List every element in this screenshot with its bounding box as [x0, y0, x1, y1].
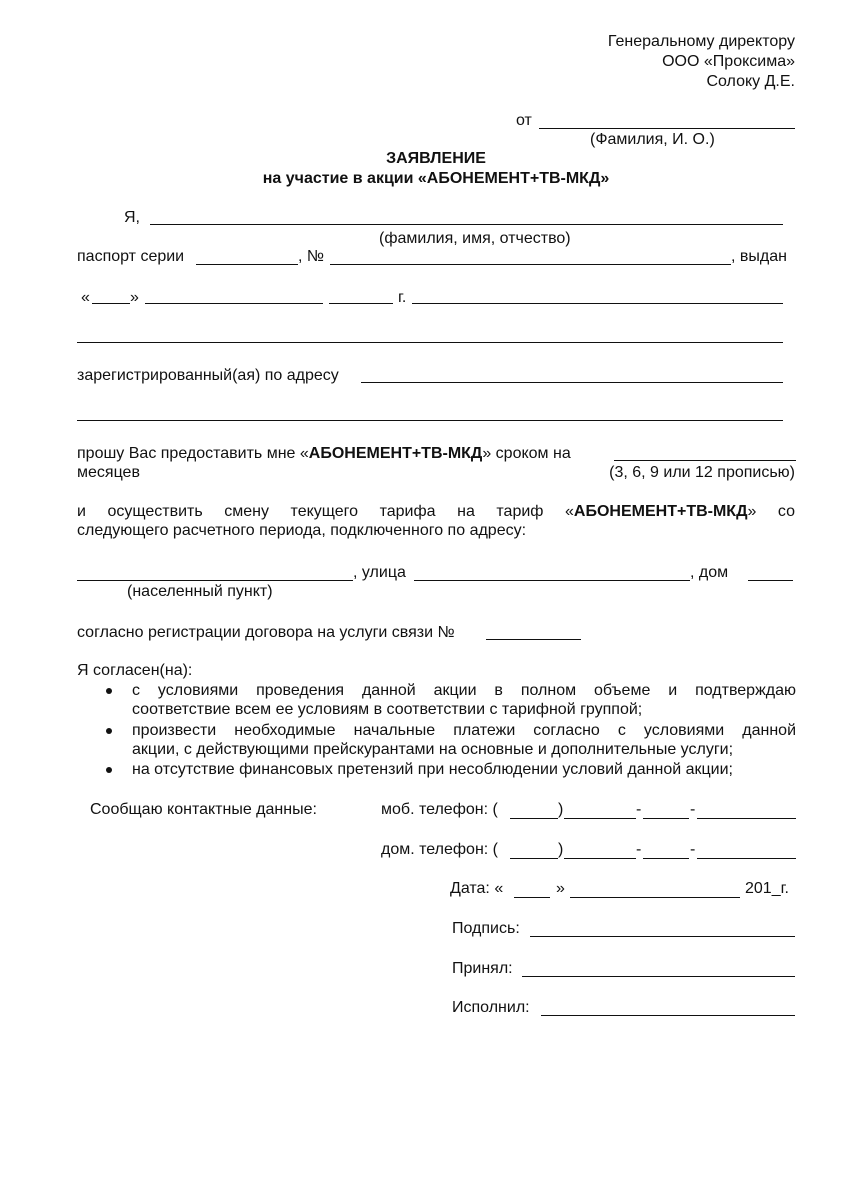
- agreement-item-2-line-2: акции, с действующими прейскурантами на основные и дополнительные услуги;: [132, 741, 734, 758]
- home-paren-close: ): [558, 841, 564, 858]
- full-name-field[interactable]: [150, 224, 783, 225]
- signature-label: Подпись:: [452, 920, 520, 937]
- issue-year-suffix: г.: [398, 289, 407, 306]
- mobile-area-code-field[interactable]: [510, 818, 558, 819]
- request-part2: » сроком на: [482, 445, 571, 462]
- street-label: , улица: [353, 564, 406, 581]
- agreement-item-2-line-1: произвести необходимые начальные платежи согласно с условиями данной: [132, 722, 796, 739]
- issue-day-quote-close: »: [130, 289, 139, 306]
- home-number-part-3-field[interactable]: [697, 858, 796, 859]
- passport-series-label: паспорт серии: [77, 248, 185, 265]
- promo-name: АБОНЕМЕНТ+ТВ-МКД: [308, 445, 483, 462]
- issue-day-field[interactable]: [92, 303, 130, 304]
- executed-by-field[interactable]: [541, 1015, 795, 1016]
- tariff-promo-name: АБОНЕМЕНТ+ТВ-МКД: [573, 503, 748, 520]
- bullet-icon: [106, 688, 112, 694]
- date-year-label: 201_г.: [745, 880, 789, 897]
- issued-label: , выдан: [731, 248, 787, 265]
- home-phone-label: дом. телефон: (: [381, 841, 498, 858]
- signature-field[interactable]: [530, 936, 795, 937]
- home-dash-1: -: [636, 841, 642, 858]
- from-name-field[interactable]: [539, 128, 795, 129]
- mobile-number-part-2-field[interactable]: [643, 818, 689, 819]
- issue-day-quote-open: «: [81, 289, 90, 306]
- home-area-code-field[interactable]: [510, 858, 558, 859]
- agreement-item-1-line-2: соответствие всем ее условиям в соответствии с тарифной группой;: [132, 701, 643, 718]
- from-hint: (Фамилия, И. О.): [590, 131, 715, 148]
- contract-number-field[interactable]: [486, 639, 581, 640]
- date-quote-close: »: [556, 880, 565, 897]
- executed-label: Исполнил:: [452, 999, 530, 1016]
- mobile-number-part-3-field[interactable]: [697, 818, 796, 819]
- agreement-item-3-line-1: на отсутствие финансовых претензий при несоблюдении условий данной акции;: [132, 761, 733, 778]
- document-subtitle: на участие в акции «АБОНЕМЕНТ+ТВ-МКД»: [262, 170, 610, 187]
- issued-by-field[interactable]: [412, 303, 783, 304]
- contract-label: согласно регистрации договора на услуги связи №: [77, 624, 455, 641]
- street-field[interactable]: [414, 580, 690, 581]
- house-label: , дом: [690, 564, 729, 581]
- locality-hint: (населенный пункт): [127, 583, 273, 600]
- mobile-number-part-1-field[interactable]: [564, 818, 636, 819]
- passport-number-label: , №: [298, 248, 325, 265]
- agreement-item-1-line-1: с условиями проведения данной акции в полном объеме и подтверждаю: [132, 682, 796, 699]
- mobile-paren-close: ): [558, 801, 564, 818]
- mobile-dash-2: -: [690, 801, 696, 818]
- mobile-dash-1: -: [636, 801, 642, 818]
- date-day-field[interactable]: [514, 897, 550, 898]
- issued-by-field-continued[interactable]: [77, 342, 783, 343]
- date-label: Дата: «: [450, 880, 504, 897]
- contacts-label: Сообщаю контактные данные:: [90, 801, 317, 818]
- registered-address-label: зарегистрированный(ая) по адресу: [77, 367, 339, 384]
- request-part1: прошу Вас предоставить мне «: [77, 445, 309, 462]
- house-field[interactable]: [748, 580, 793, 581]
- date-month-field[interactable]: [570, 897, 740, 898]
- addressee-line-1: Генеральному директору: [607, 33, 795, 50]
- mobile-phone-label: моб. телефон: (: [381, 801, 498, 818]
- home-number-part-1-field[interactable]: [564, 858, 636, 859]
- registered-address-field[interactable]: [361, 382, 783, 383]
- home-dash-2: -: [690, 841, 696, 858]
- home-number-part-2-field[interactable]: [643, 858, 689, 859]
- months-hint: (3, 6, 9 или 12 прописью): [609, 464, 795, 481]
- addressee-line-2: ООО «Проксима»: [662, 53, 795, 70]
- bullet-icon: [106, 728, 112, 734]
- addressee-line-3: Солоку Д.Е.: [706, 73, 795, 90]
- tariff-text-a: и осуществить смену текущего тарифа на тариф «: [77, 503, 574, 520]
- issue-month-field[interactable]: [145, 303, 323, 304]
- passport-series-field[interactable]: [196, 264, 298, 265]
- accepted-label: Принял:: [452, 960, 513, 977]
- agreement-heading: Я согласен(на):: [77, 662, 193, 679]
- bullet-icon: [106, 767, 112, 773]
- months-label: месяцев: [77, 464, 140, 481]
- applicant-prefix: Я,: [124, 209, 140, 226]
- accepted-by-field[interactable]: [522, 976, 795, 977]
- tariff-change-line-2: следующего расчетного периода, подключенного по адресу:: [77, 522, 527, 539]
- full-name-hint: (фамилия, имя, отчество): [379, 230, 571, 247]
- passport-number-field[interactable]: [330, 264, 731, 265]
- tariff-change-line-1: [77, 503, 795, 521]
- issue-year-field[interactable]: [329, 303, 393, 304]
- locality-field[interactable]: [77, 580, 353, 581]
- registered-address-field-continued[interactable]: [77, 420, 783, 421]
- document-title: ЗАЯВЛЕНИЕ: [386, 150, 486, 167]
- term-field[interactable]: [614, 460, 796, 461]
- request-text: [77, 445, 571, 463]
- from-label: от: [516, 112, 532, 129]
- tariff-text-b: » со: [747, 503, 796, 520]
